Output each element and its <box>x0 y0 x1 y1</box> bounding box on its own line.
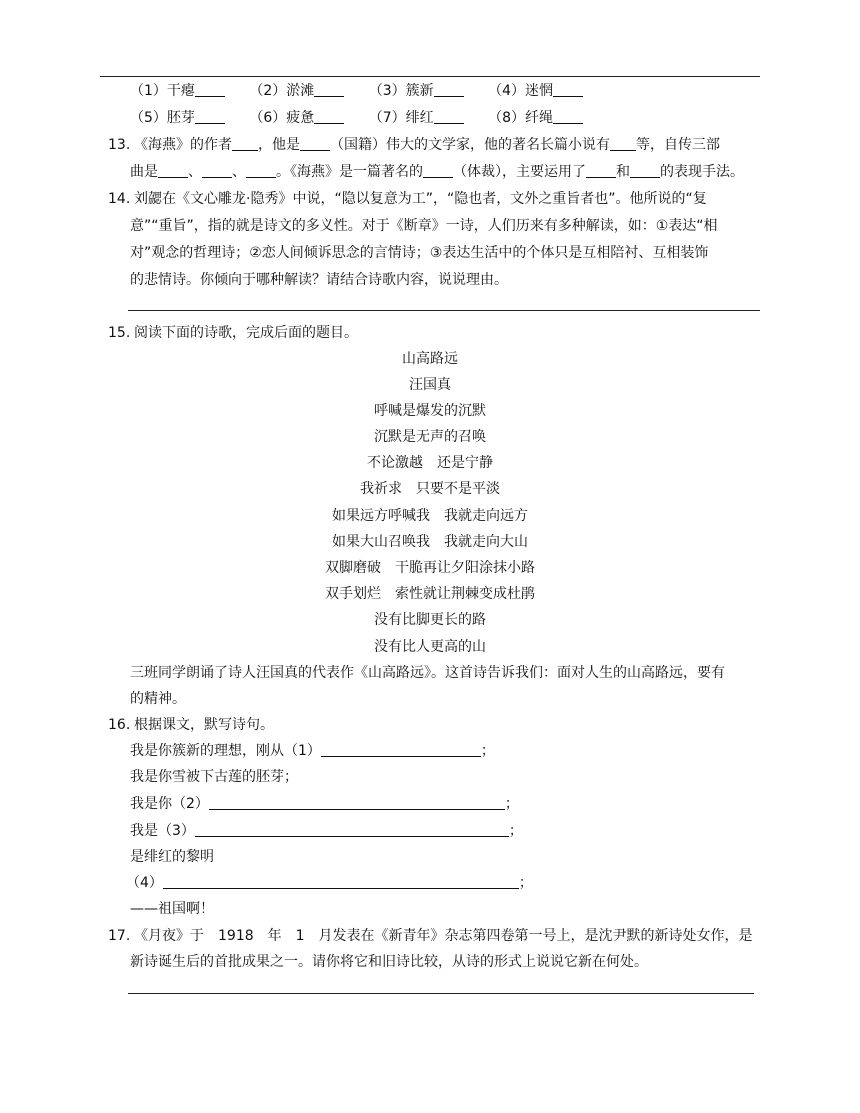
answer-blank[interactable] <box>246 162 276 178</box>
answer-blank[interactable] <box>195 108 225 124</box>
question-number: 13. <box>108 137 131 153</box>
q12-item-8: （8）纤绳 <box>488 107 583 129</box>
answer-blank[interactable] <box>553 108 583 124</box>
answer-blank[interactable] <box>630 162 660 178</box>
poem-line: 呼喊是爆发的沉默 <box>374 403 486 419</box>
poem-line: 沉默是无声的召唤 <box>374 429 486 445</box>
answer-blank[interactable] <box>202 162 232 178</box>
q16-line-7: ——祖国啊！ <box>130 901 214 917</box>
answer-blank[interactable] <box>314 81 344 97</box>
poem-line: 双手划烂 索性就让荆棘变成杜鹃 <box>325 586 535 602</box>
question-number: 17. <box>108 928 131 944</box>
answer-blank[interactable] <box>423 162 453 178</box>
q13-line-2: 曲是 、 、 。《海燕》是一篇著名的 （体裁），主要运用了 和 的表现手法。 <box>130 164 744 180</box>
answer-blank[interactable] <box>209 794 505 810</box>
q13-line-1: 13. 《海燕》的作者 ，他是 （国籍）伟大的文学家，他的著名长篇小说有 等，自传三部 <box>108 134 720 156</box>
q14-line-4: 的悲情诗。你倾向于哪种解读？请结合诗歌内容，说说理由。 <box>130 272 508 288</box>
q16-line-1: 我是你簇新的理想，刚从（1） ； <box>130 743 495 759</box>
q15-question-line-1: 三班同学朗诵了诗人汪国真的代表作《山高路远》。这首诗告诉我们：面对人生的山高路远，要有 <box>130 665 725 681</box>
q12-item-3: （3）簇新 <box>369 80 464 102</box>
poem-line: 我祈求 只要不是平淡 <box>360 481 500 497</box>
q12-row-2 <box>130 107 603 129</box>
question-number: 14. <box>108 191 131 207</box>
answer-blank[interactable] <box>586 162 616 178</box>
answer-blank[interactable] <box>232 135 258 151</box>
q14-answer-line[interactable] <box>128 310 760 311</box>
q16-line-2: 我是你雪被下古莲的胚芽； <box>130 769 298 785</box>
answer-blank[interactable] <box>610 135 636 151</box>
poem-line: 没有比人更高的山 <box>374 639 486 655</box>
q14-line-1: 14. 刘勰在《文心雕龙·隐秀》中说，“隐以复意为工”，“隐也者，文外之重旨者也”。他所说的“复 <box>108 188 707 210</box>
q16-line-3: 我是你（2） ； <box>130 796 519 812</box>
q17-answer-line[interactable] <box>128 993 754 994</box>
poem-author: 汪国真 <box>409 377 451 393</box>
answer-blank[interactable] <box>434 81 464 97</box>
answer-blank[interactable] <box>195 81 225 97</box>
q17-line-1: 17. 《月夜》于 1918 年 1 月发表在《新青年》杂志第四卷第一号上，是沈尹默的新诗处女作，是 <box>108 925 753 947</box>
q16-intro: 16. 根据课文，默写诗句。 <box>108 714 274 736</box>
q14-line-2: 意”“重旨”，指的就是诗文的多义性。对于《断章》一诗，人们历来有多种解读，如：①表达“相 <box>130 218 718 234</box>
answer-blank[interactable] <box>195 821 509 837</box>
question-number: 15. <box>108 325 131 341</box>
q16-line-5: 是绯红的黎明 <box>130 849 214 865</box>
question-number: 16. <box>108 717 131 733</box>
poem-title: 山高路远 <box>402 351 458 367</box>
q12-item-5: （5）胚芽 <box>130 107 225 129</box>
poem-line: 如果大山召唤我 我就走向大山 <box>332 534 528 550</box>
poem-line: 如果远方呼喊我 我就走向远方 <box>332 508 528 524</box>
q16-line-4: 我是（3） ； <box>130 823 523 839</box>
q12-item-2: （2）淤滩 <box>249 80 344 102</box>
answer-blank[interactable] <box>553 81 583 97</box>
answer-blank[interactable] <box>163 873 519 889</box>
q14-line-3: 对”观念的哲理诗；②恋人间倾诉思念的言情诗；③表达生活中的个体只是互相陪衬、互相装饰 <box>130 245 709 261</box>
q12-item-7: （7）绯红 <box>369 107 464 129</box>
q15-question-line-2: 的精神。 <box>130 691 186 707</box>
q15-intro: 15. 阅读下面的诗歌，完成后面的题目。 <box>108 322 358 344</box>
answer-blank[interactable] <box>158 162 188 178</box>
q17-line-2: 新诗诞生后的首批成果之一。请你将它和旧诗比较，从诗的形式上说说它新在何处。 <box>130 954 648 970</box>
q12-item-1: （1）干瘪 <box>130 80 225 102</box>
q12-item-4: （4）迷惘 <box>488 80 583 102</box>
answer-blank[interactable] <box>300 135 330 151</box>
q12-row-1 <box>130 80 603 102</box>
q16-line-6: （4） ； <box>126 875 533 891</box>
poem-line: 双脚磨破 干脆再让夕阳涂抹小路 <box>325 560 535 576</box>
answer-blank[interactable] <box>321 741 481 757</box>
answer-blank[interactable] <box>434 108 464 124</box>
header-divider <box>100 76 760 77</box>
q12-item-6: （6）疲惫 <box>249 107 344 129</box>
answer-blank[interactable] <box>314 108 344 124</box>
poem-line: 不论激越 还是宁静 <box>367 455 493 471</box>
poem-line: 没有比脚更长的路 <box>374 612 486 628</box>
